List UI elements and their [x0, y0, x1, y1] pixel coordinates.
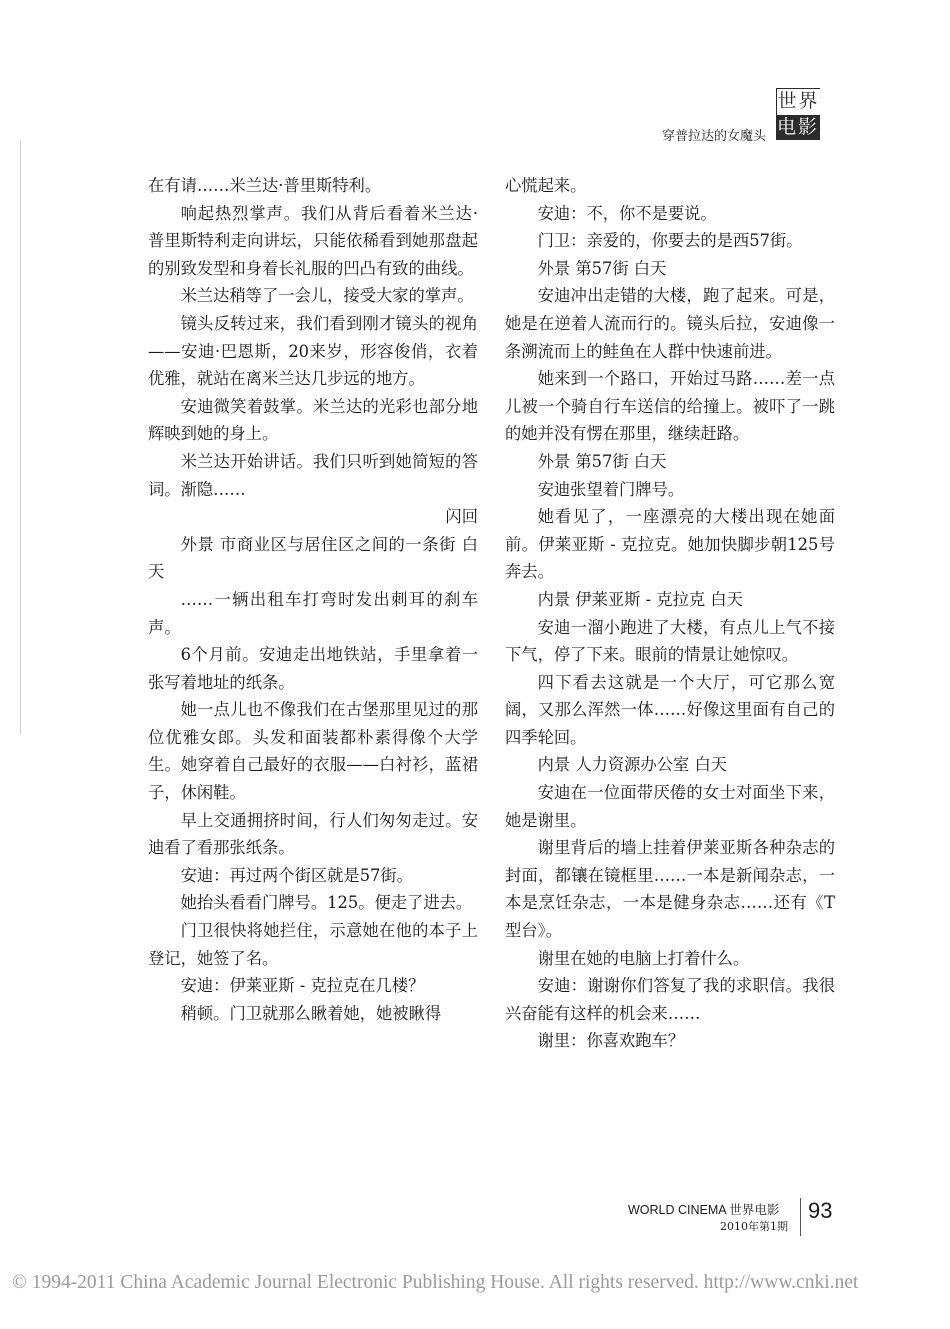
copyright-notice: © 1994-2011 China Academic Journal Electronic Publishing House. All rights reserved. http://www.cnki.net: [12, 1272, 859, 1293]
paragraph: 米兰达开始讲话。我们只听到她简短的答词。渐隐……: [148, 451, 478, 499]
paragraph: 门卫很快将她拦住，示意她在他的本子上登记，她签了名。: [148, 921, 478, 968]
paragraph: 她一点儿也不像我们在古堡那里见过的那位优雅女郎。头发和面装都朴素得像个大学生。她穿着自己最好的衣服——白衬衫，蓝裙子，休闲鞋。: [148, 700, 478, 803]
paragraph: 安迪：谢谢你们答复了我的求职信。我很兴奋能有这样的机会来……: [505, 976, 835, 1023]
logo-line-2: 电影: [776, 116, 819, 138]
journal-logo: [776, 88, 820, 140]
page-number: 93: [808, 1198, 833, 1223]
paragraph: 谢里背后的墙上挂着伊莱亚斯各种杂志的封面，都镶在镜框里……一本是新闻杂志，一本是烹饪杂志，一本是健身杂志……还有《T型台》。: [505, 838, 835, 941]
paragraph: 外景 第57街 白天: [537, 451, 667, 471]
footer-brand-en: WORLD CINEMA: [628, 1203, 726, 1217]
logo-line-1: 世界: [776, 88, 820, 115]
paragraph: 安迪微笑着鼓掌。米兰达的光彩也部分地辉映到她的身上。: [148, 396, 478, 444]
paragraph: 安迪冲出走错的大楼，跑了起来。可是，她是在逆着人流而行的。镜头后拉，安迪像一条溯流而上的鲑鱼在人群中快速前进。: [505, 286, 835, 361]
paragraph: 闪回: [445, 507, 478, 527]
footer-brand-cn: 世界电影: [729, 1202, 780, 1217]
paragraph: 外景 第57街 白天: [537, 258, 667, 278]
page-footer: [628, 1198, 858, 1240]
running-header-title: 穿普拉达的女魔头: [661, 129, 766, 144]
paragraph: 6个月前。安迪走出地铁站，手里拿着一张写着地址的纸条。: [148, 645, 478, 692]
paragraph: 在有请……米兰达·普里斯特利。: [148, 176, 382, 195]
paragraph: 她来到一个路口，开始过马路……差一点儿被一个骑自行车送信的给撞上。被吓了一跳的她并没有愣在那里，继续赶路。: [505, 369, 835, 444]
footer-brand: [628, 1200, 779, 1218]
paragraph: 谢里在她的电脑上打着什么。: [537, 948, 750, 968]
right-text-column: [505, 172, 835, 1055]
left-margin-rule: [20, 140, 21, 735]
paragraph: 安迪：伊莱亚斯 - 克拉克在几楼？: [180, 976, 425, 996]
paragraph: 安迪：再过两个街区就是57街。: [180, 865, 413, 885]
paragraph: 门卫：亲爱的，你要去的是西57街。: [537, 231, 803, 251]
footer-divider: [800, 1198, 801, 1236]
paragraph: ……一辆出租车打弯时发出刺耳的刹车声。: [148, 589, 478, 637]
paragraph: 镜头反转过来，我们看到刚才镜头的视角——安迪·巴恩斯，20来岁，形容俊俏，衣着优雅，就站在离米兰达几步远的地方。: [148, 313, 478, 389]
left-text-column: [148, 172, 478, 1027]
footer-issue: 2010年第1期: [720, 1220, 788, 1233]
paragraph: 响起热烈掌声。我们从背后看着米兰达·普里斯特利走向讲坛，只能依稀看到她那盘起的别致发型和身着长礼服的凹凸有致的曲线。: [148, 203, 478, 278]
paragraph: 四下看去这就是一个大厅，可它那么宽阔，又那么浑然一体……好像这里面有自己的四季轮回。: [505, 672, 835, 747]
paragraph: 她抬头看看门牌号。125。便走了进去。: [180, 893, 473, 913]
paragraph: 稍顿。门卫就那么瞅着她，她被瞅得: [180, 1003, 442, 1023]
paragraph: 早上交通拥挤时间，行人们匆匆走过。安迪看了看那张纸条。: [148, 810, 478, 858]
paragraph: 内景 人力资源办公室 白天: [537, 755, 728, 775]
paragraph: 安迪：不，你不是要说。: [537, 203, 717, 223]
paragraph: 心慌起来。: [505, 176, 587, 195]
paragraph: 内景 伊莱亚斯 - 克拉克 白天: [537, 589, 743, 609]
paragraph: 外景 市商业区与居住区之间的一条街 白天: [148, 534, 478, 582]
paragraph: 谢里：你喜欢跑车？: [537, 1031, 685, 1051]
paragraph: 安迪一溜小跑进了大楼，有点儿上气不接下气，停了下来。眼前的情景让她惊叹。: [505, 617, 835, 665]
paragraph: 米兰达稍等了一会儿，接受大家的掌声。: [180, 286, 474, 306]
paragraph: 她看见了，一座漂亮的大楼出现在她面前。伊莱亚斯 - 克拉克。她加快脚步朝125号奔去。: [505, 507, 835, 582]
paragraph: 安迪在一位面带厌倦的女士对面坐下来，她是谢里。: [505, 783, 835, 830]
paragraph: 安迪张望着门牌号。: [537, 479, 685, 499]
